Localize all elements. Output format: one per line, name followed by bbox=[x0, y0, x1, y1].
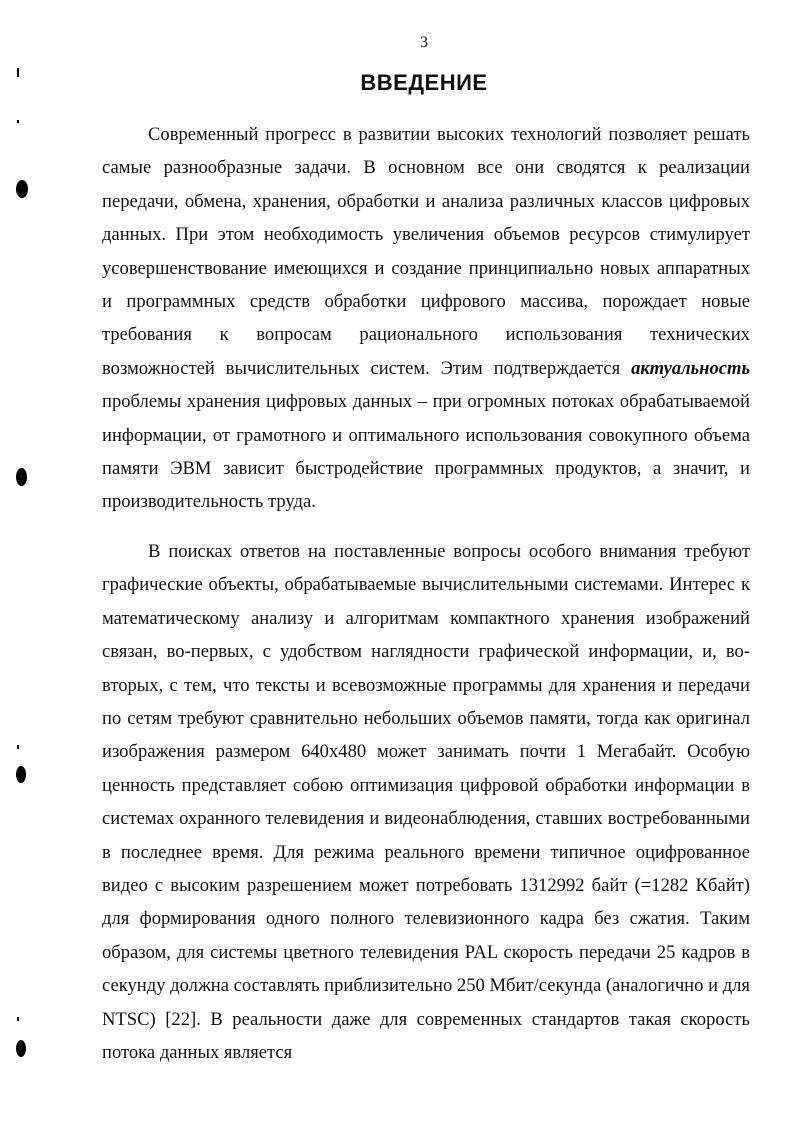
scan-speck bbox=[17, 1017, 19, 1021]
paragraph-2: В поисках ответов на поставленные вопросы особого внимания требуют графические объекты, обрабатываемые вычислительными системами. Интерес к математическому анализу и алгоритмам компактного хранения изображений связан, во-первых, с удобством наглядности графической информации, и, во-вторых, с тем, что тексты и всевозможные программы для хранения и передачи по сетям требуют сравнительно небольших объемов памяти, тогда как оригинал изображения размером 640х480 может занимать почти 1 Мегабайт. Особую ценность представляет собою оптимизация цифровой обработки информации в системах охранного телевидения и видеонаблюдения, ставших востребованными в последнее время. Для режима реального времени типичное оцифрованное видео с высоким разрешением может потребовать 1312992 байт (=1282 Кбайт) для формирования одного полного телевизионного кадра без сжатия. Таким образом, для системы цветного телевидения PAL скорость передачи 25 кадров в секунду должна составлять приблизительно 250 Мбит/секунда (аналогично и для NTSC) [22]. В реальности даже для современных стандартов такая скорость потока данных является bbox=[102, 540, 750, 1063]
paragraph-1-text-after: проблемы хранения цифровых данных – при огромных потоках обрабатываемой информации, от грамотного и оптимального использования совокупного объема памяти ЭВМ зависит быстродействие программных продуктов, а значит, и производительность труда. bbox=[102, 391, 750, 513]
scan-speck bbox=[17, 120, 19, 123]
page-number: 3 bbox=[420, 34, 428, 51]
binding-hole-mark bbox=[16, 468, 27, 486]
paragraph-1-text-before: Современный прогресс в развитии высоких технологий позволяет решать самые разнообразные задачи. В основном все они сводятся к реализации передачи, обмена, хранения, обработки и анализа различных классов цифровых данных. При этом необходимость увеличения объемов ресурсов стимулирует усовершенствование имеющихся и создание принципиально новых аппаратных и программных средств обработки цифрового массива, порождает новые требования к вопросам рационального использования технических возможностей вычислительных систем. Этим подтверждается bbox=[102, 124, 750, 379]
scan-speck bbox=[17, 745, 19, 749]
paragraph-1 bbox=[102, 118, 750, 519]
binding-hole-mark bbox=[16, 1040, 26, 1057]
body-text bbox=[102, 118, 750, 1069]
emphasized-term: актуальность bbox=[631, 357, 750, 379]
binding-hole-mark bbox=[16, 180, 28, 198]
scan-speck bbox=[17, 68, 19, 77]
binding-hole-mark bbox=[16, 766, 26, 783]
page-title: ВВЕДЕНИЕ bbox=[360, 70, 488, 95]
